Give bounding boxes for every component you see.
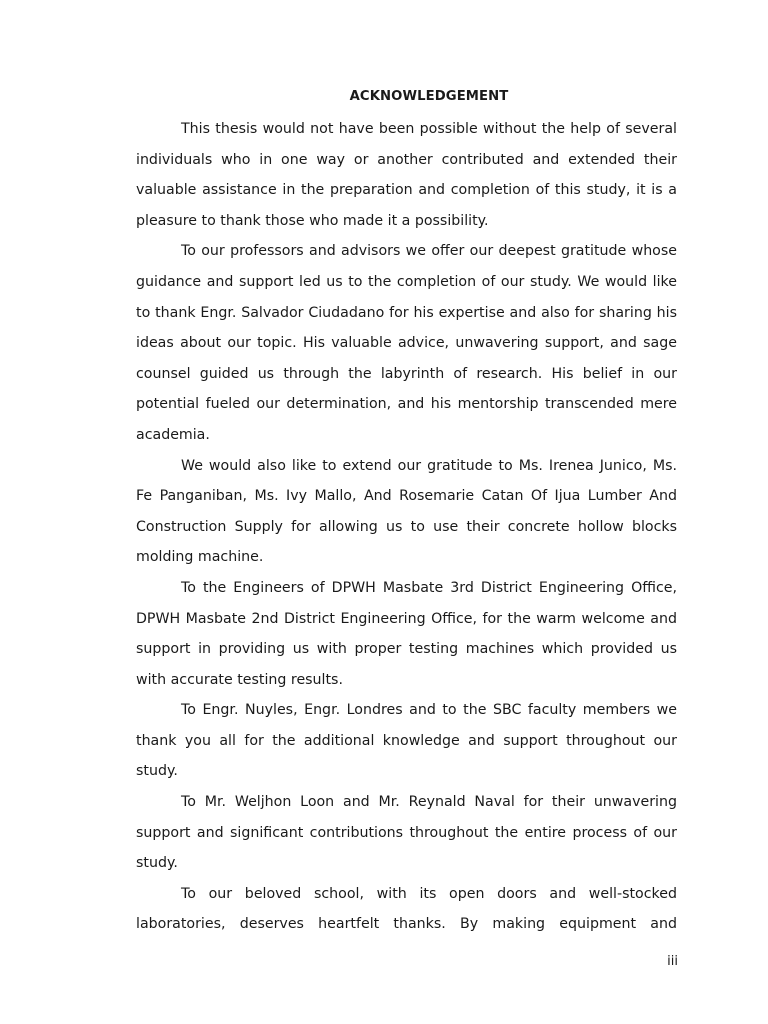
paragraph-5: To Engr. Nuyles, Engr. Londres and to the SBC faculty members we thank you all for the additional knowledge and support throughout our study.	[136, 702, 677, 780]
paragraph-4: To the Engineers of DPWH Masbate 3rd District Engineering Office, DPWH Masbate 2nd District Engineering Office, for the warm welcome and support in providing us with proper testing machines which provided us with accurate testing results.	[136, 579, 677, 688]
acknowledgement-body	[136, 114, 677, 940]
page-title: ACKNOWLEDGEMENT	[349, 89, 509, 104]
paragraph-6: To Mr. Weljhon Loon and Mr. Reynald Naval for their unwavering support and significant contributions throughout the entire process of our study.	[136, 794, 677, 872]
paragraph-7: To our beloved school, with its open doors and well-stocked laboratories, deserves heartfelt thanks. By making equipment and	[136, 885, 677, 933]
paragraph-3: We would also like to extend our gratitude to Ms. Irenea Junico, Ms. Fe Panganiban, Ms. Ivy Mallo, And Rosemarie Catan Of Ijua Lumber And Construction Supply for allowing us to use their concrete hollow blocks molding machine.	[136, 457, 677, 566]
paragraph-1: This thesis would not have been possible without the help of several individuals who in one way or another contributed and extended their valuable assistance in the preparation and completion of this study, it is a pleasure to thank those who made it a possibility.	[136, 121, 677, 229]
paragraph-2: To our professors and advisors we offer our deepest gratitude whose guidance and support led us to the completion of our study. We would like to thank Engr. Salvador Ciudadano for his expertise and also for sharing his ideas about our topic. His valuable advice, unwavering support, and sage counsel guided us through the labyrinth of research. His belief in our potential fueled our determination, and his mentorship transcended mere academia.	[136, 243, 677, 443]
page-number: iii	[667, 954, 678, 969]
